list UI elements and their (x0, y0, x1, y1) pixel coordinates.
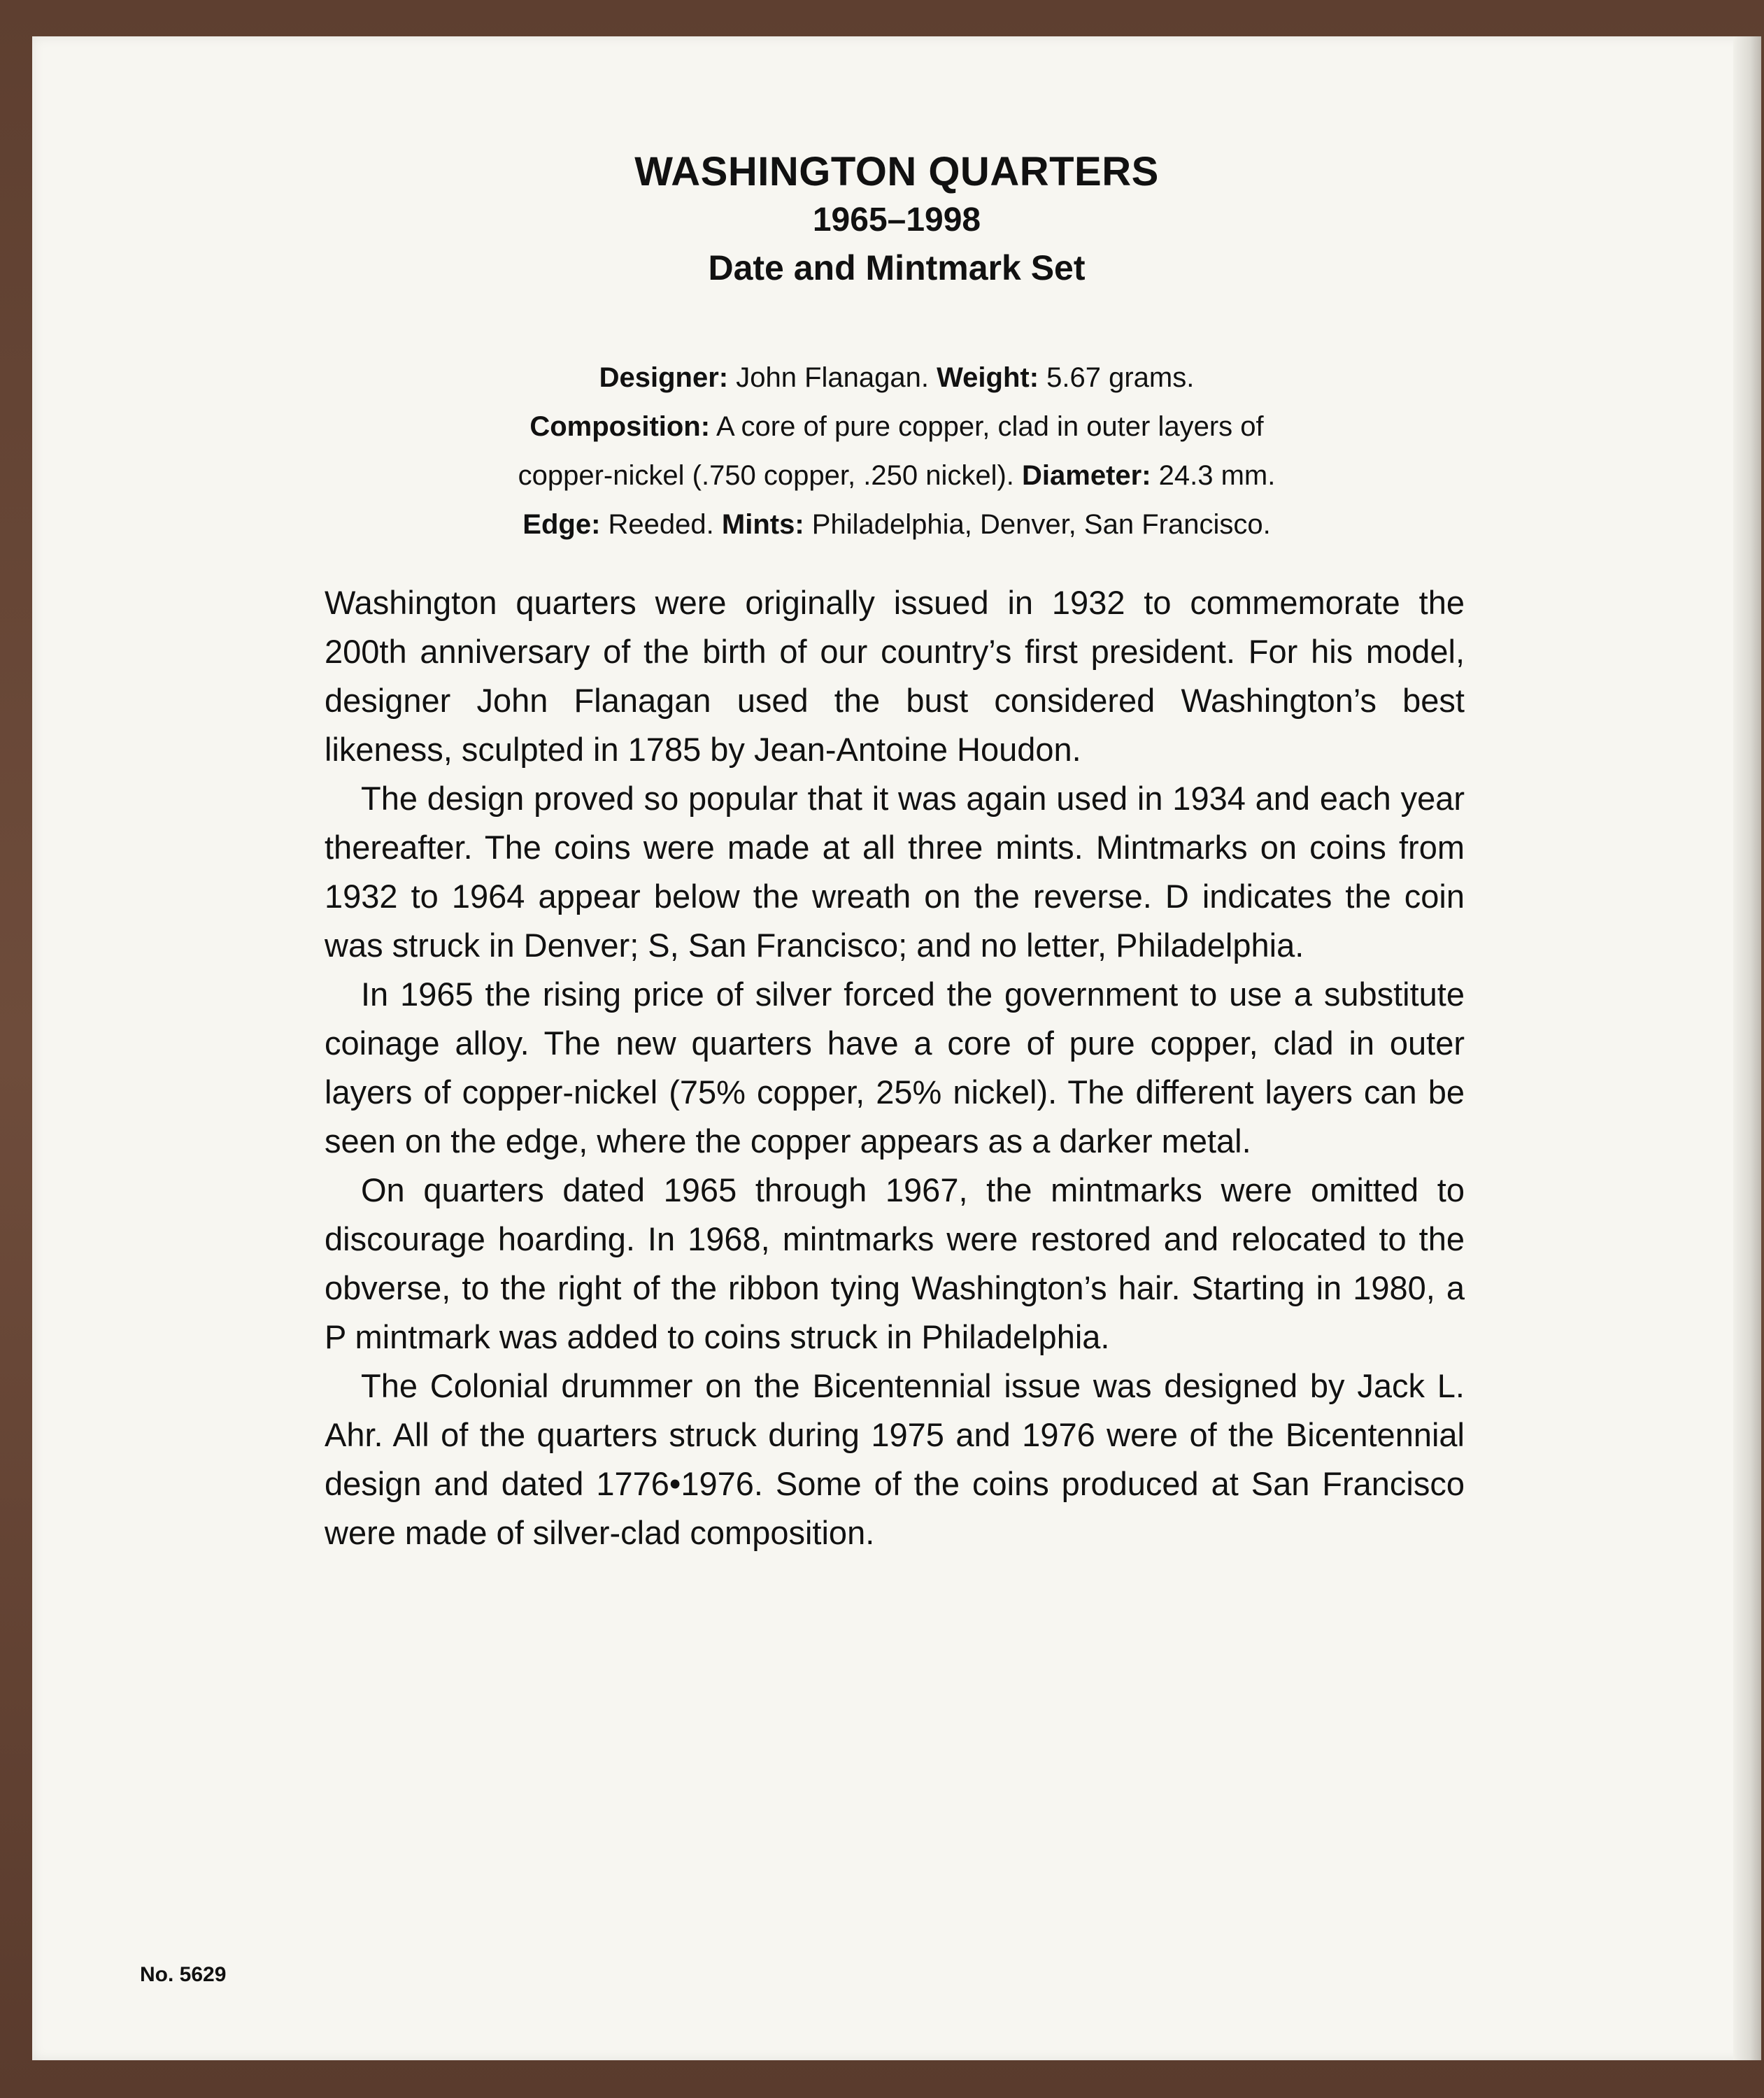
composition-label: Composition: (529, 411, 711, 442)
edge-value: Reeded. (600, 509, 722, 540)
diameter-label: Diameter: (1022, 460, 1151, 491)
designer-label: Designer: (599, 362, 729, 393)
composition-value-1: A core of pure copper, clad in outer layers of (710, 411, 1264, 442)
history-text (325, 578, 1465, 1557)
designer-value: John Flanagan. (728, 362, 937, 393)
weight-label: Weight: (937, 362, 1039, 393)
spec-line-2 (32, 402, 1761, 451)
history-paragraph: Washington quarters were originally issued in 1932 to commemorate the 200th anniversary of the birth of our country’s first president. For his model, designer John Flanagan used the bust considered Washington’s best likeness, sculpted in 1785 by Jean-Antoine Houdon. (325, 584, 1465, 768)
weight-value: 5.67 grams. (1039, 362, 1195, 393)
mints-value: Philadelphia, Denver, San Francisco. (804, 509, 1271, 540)
page-edge (1733, 36, 1761, 2060)
mints-label: Mints: (721, 509, 804, 540)
edge-label: Edge: (522, 509, 601, 540)
diameter-value: 24.3 mm. (1151, 460, 1276, 491)
coin-specifications (32, 353, 1761, 549)
history-paragraph: In 1965 the rising price of silver forced the government to use a substitute coinage alloy. The new quarters have a core of pure copper, clad in outer layers of copper-nickel (75% copper, 25% nickel). The different layers can be seen on the edge, where the copper appears as a darker metal. (325, 976, 1465, 1159)
catalog-number: No. 5629 (140, 1963, 227, 1986)
spec-line-3 (32, 451, 1761, 500)
spec-line-4 (32, 500, 1761, 549)
spec-line-1 (32, 353, 1761, 402)
year-range: 1965–1998 (812, 201, 981, 238)
set-name: Date and Mintmark Set (708, 248, 1086, 287)
history-paragraph: On quarters dated 1965 through 1967, the mintmarks were omitted to discourage hoarding. In 1968, mintmarks were restored and relocated to the obverse, to the right of the ribbon tying Washington’s hair. Starting in 1980, a P mintmark was added to coins struck in Philadelphia. (325, 1171, 1465, 1355)
composition-value-2: copper-nickel (.750 copper, .250 nickel). (518, 460, 1023, 491)
history-paragraph: The Colonial drummer on the Bicentennial issue was designed by Jack L. Ahr. All of the quarters struck during 1975 and 1976 were of the Bicentennial design and dated 1776•1976. Some of the coins produced at San Francisco were made of silver-clad composition. (325, 1367, 1465, 1551)
page-title: WASHINGTON QUARTERS (634, 149, 1159, 194)
history-paragraph: The design proved so popular that it was again used in 1934 and each year thereafter. The coins were made at all three mints. Mintmarks on coins from 1932 to 1964 appear below the wreath on the reverse. D indicates the coin was struck in Denver; S, San Francisco; and no letter, Philadelphia. (325, 780, 1465, 964)
album-page (32, 36, 1761, 2060)
